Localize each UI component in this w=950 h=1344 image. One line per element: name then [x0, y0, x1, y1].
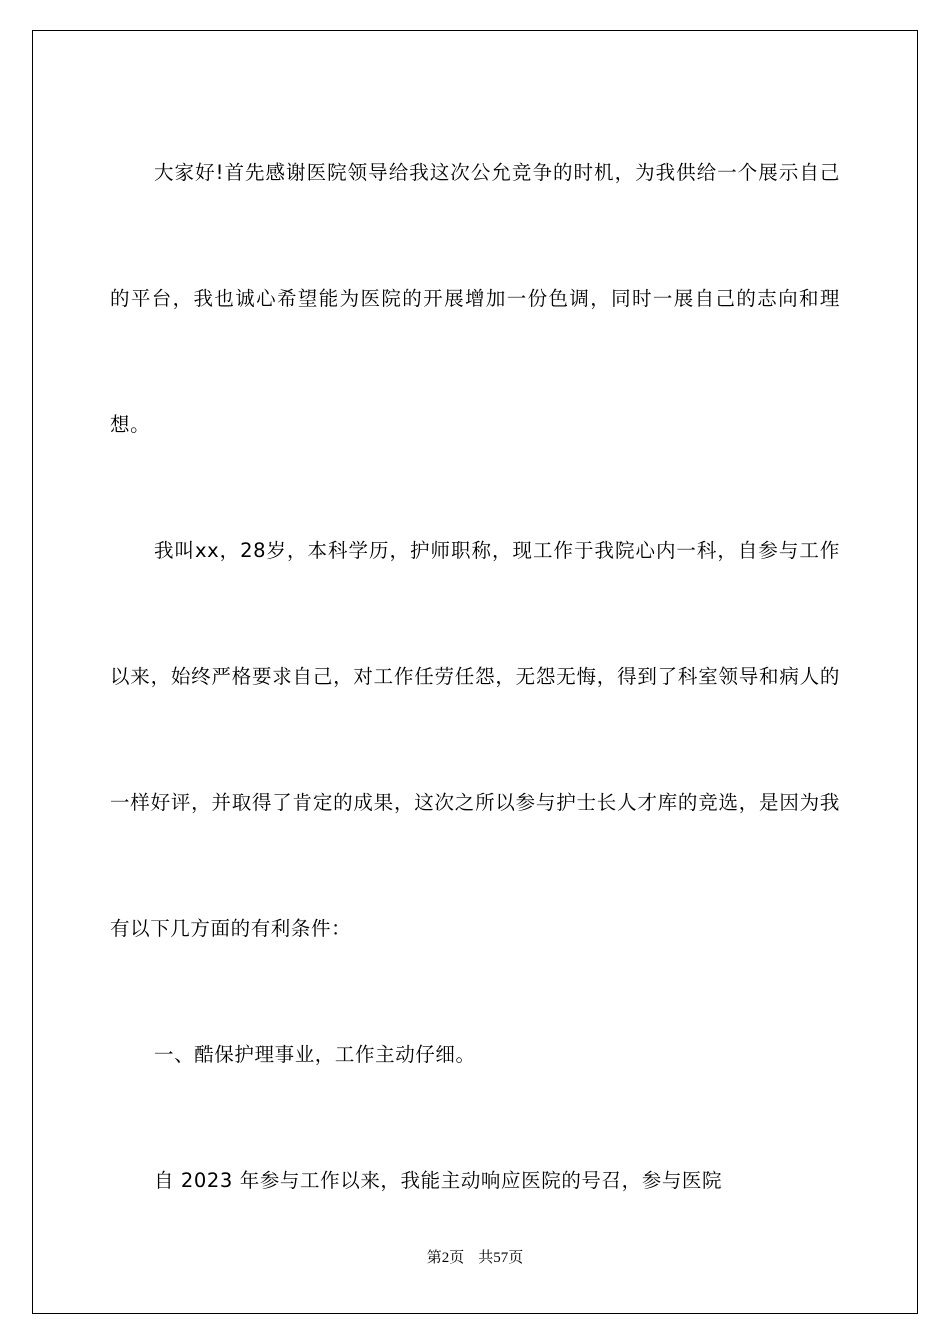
footer-page-suffix: 页 [449, 1248, 465, 1266]
footer-total-prefix: 共 [478, 1248, 494, 1266]
paragraph-4: 自 2023 年参与工作以来，我能主动响应医院的号召，参与医院 [154, 1169, 723, 1192]
page-footer [0, 1246, 950, 1267]
paragraph-2: 我叫xx，28岁，本科学历，护师职称，现工作于我院心内一科，自参与工作以来，始终严格要求自己，对工作任劳任怨，无怨无悔，得到了科室领导和病人的一样好评，并取得了肯定的成果，这次之所以参与护士长人才库的竞选，是因为我有以下几方面的有利条件： [110, 539, 840, 940]
paragraph-3: 一、酷保护理事业，工作主动仔细。 [154, 1043, 476, 1066]
footer-page-number: 2 [441, 1250, 450, 1266]
footer-total-suffix: 页 [508, 1248, 524, 1266]
footer-total-pages: 57 [493, 1250, 509, 1266]
paragraph-1: 大家好!首先感谢医院领导给我这次公允竞争的时机，为我供给一个展示自己的平台，我也诚心希望能为医院的开展增加一份色调，同时一展自己的志向和理想。 [110, 161, 840, 436]
footer-page-prefix: 第 [426, 1248, 442, 1266]
document-body [110, 110, 840, 1244]
